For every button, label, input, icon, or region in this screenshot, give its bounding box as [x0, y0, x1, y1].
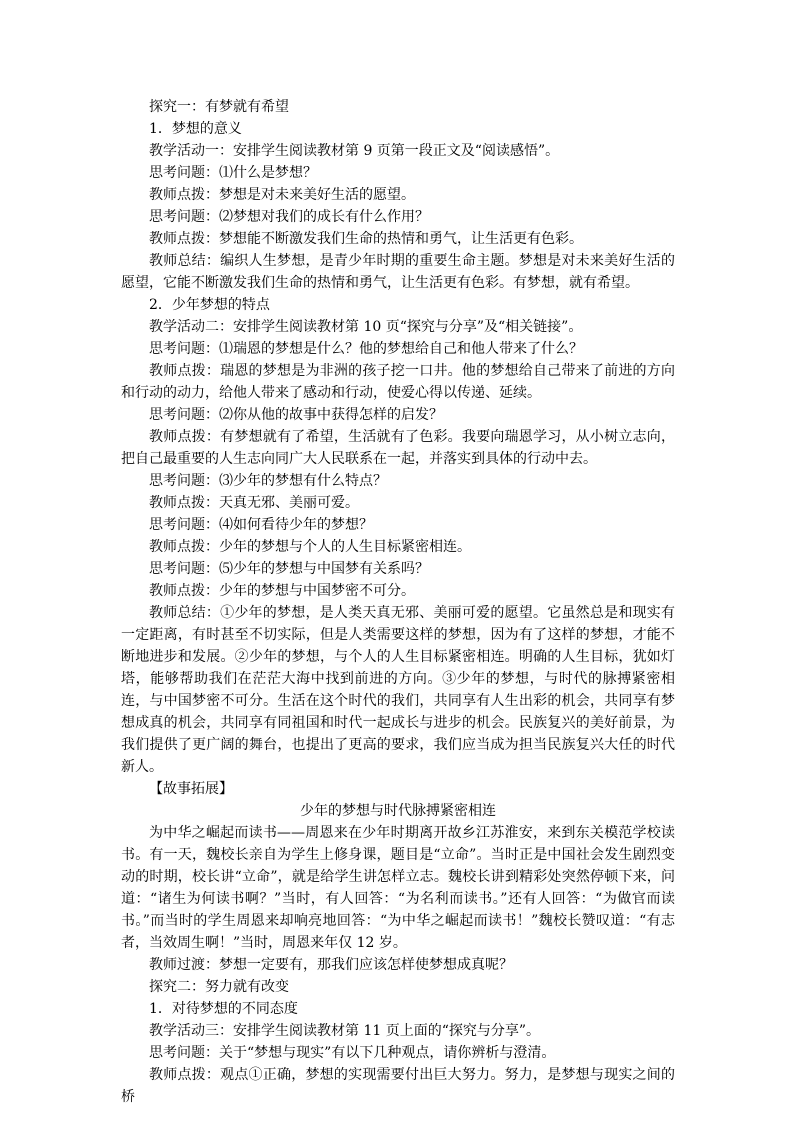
paragraph: 思考问题：⑵你从他的故事中获得怎样的启发？ — [149, 407, 443, 423]
paragraph: 思考问题：关于“梦想与现实”有以下几种观点，请你辨析与澄清。 — [149, 1045, 556, 1061]
paragraph: 教师点拨：少年的梦想与个人的人生目标紧密相连。 — [149, 539, 471, 555]
paragraph: 思考问题：⑷如何看待少年的梦想？ — [149, 517, 373, 533]
subsection-heading: 1．梦想的意义 — [149, 121, 242, 137]
paragraph: 教学活动一：安排学生阅读教材第 9 页第一段正文及“阅读感悟”。 — [149, 143, 560, 159]
paragraph: 思考问题：⑶少年的梦想有什么特点？ — [149, 473, 387, 489]
story-heading: 【故事拓展】 — [149, 781, 233, 797]
paragraph: 教师总结：①少年的梦想，是人类天真无邪、美丽可爱的愿望。它虽然总是和现实有一定距离，有时甚至不切实际，但是人类需要这样的梦想，因为有了这样的梦想，才能不断地进步和发展。②少年的梦想，与个人的人生目标紧密相连。明确的人生目标，犹如灯塔，能够帮助我们在茫茫大海中找到前进的方向。③少年的梦想，与时代的脉搏紧密相连，与中国梦密不可分。生活在这个时代的我们，共同享有人生出彩的机会，共同享有梦想成真的机会，共同享有同祖国和时代一起成长与进步的机会。民族复兴的美好前景，为我们提供了更广阔的舞台，也提出了更高的要求，我们应当成为担当民族复兴大任的时代新人。 — [121, 605, 675, 775]
section-heading: 探究一：有梦就有希望 — [149, 99, 289, 115]
paragraph: 教学活动二：安排学生阅读教材第 10 页“探究与分享”及“相关链接”。 — [149, 319, 583, 335]
paragraph: 教师点拨：梦想能不断激发我们生命的热情和勇气，让生活更有色彩。 — [149, 231, 583, 247]
paragraph: 思考问题：⑴什么是梦想？ — [149, 165, 317, 181]
paragraph: 教学活动三：安排学生阅读教材第 11 页上面的“探究与分享”。 — [149, 1023, 541, 1039]
story-paragraph: 为中华之崛起而读书——周恩来在少年时期离开故乡江苏淮安，来到东关模范学校读书。有一天，魏校长亲自为学生上修身课，题目是“立命”。当时正是中国社会发生剧烈变动的时期，校长讲“立命”，就是给学生讲怎样立志。魏校长讲到精彩处突然停顿下来，问道：“诸生为何读书啊？”当时，有人回答：“为名利而读书。”还有人回答：“为做官而读书。”而当时的学生周恩来却响亮地回答：“为中华之崛起而读书！”魏校长赞叹道：“有志者，当效周生啊！”当时，周恩来年仅 12 岁。 — [121, 825, 675, 951]
paragraph: 教师过渡：梦想一定要有，那我们应该怎样使梦想成真呢？ — [149, 957, 513, 973]
paragraph: 思考问题：⑴瑞恩的梦想是什么？他的梦想给自己和他人带来了什么？ — [149, 341, 583, 357]
paragraph: 教师点拨：观点①正确，梦想的实现需要付出巨大努力。努力，是梦想与现实之间的桥 — [121, 1067, 675, 1105]
paragraph: 教师点拨：有梦想就有了希望，生活就有了色彩。我要向瑞恩学习，从小树立志向，把自己最重要的人生志向同广大人民联系在一起，并落实到具体的行动中去。 — [121, 429, 675, 467]
paragraph: 教师点拨：瑞恩的梦想是为非洲的孩子挖一口井。他的梦想给自己带来了前进的方向和行动的动力，给他人带来了感动和行动，使爱心得以传递、延续。 — [121, 363, 675, 401]
document-body — [121, 96, 675, 1108]
paragraph: 思考问题：⑵梦想对我们的成长有什么作用？ — [149, 209, 429, 225]
story-title: 少年的梦想与时代脉搏紧密相连 — [300, 803, 496, 819]
paragraph: 教师点拨：少年的梦想与中国梦密不可分。 — [149, 583, 415, 599]
paragraph: 思考问题：⑸少年的梦想与中国梦有关系吗？ — [149, 561, 429, 577]
subsection-heading: 1．对待梦想的不同态度 — [149, 1001, 298, 1017]
paragraph: 教师总结：编织人生梦想，是青少年时期的重要生命主题。梦想是对未来美好生活的愿望，它能不断激发我们生命的热情和勇气，让生活更有色彩。有梦想，就有希望。 — [121, 253, 675, 291]
paragraph: 教师点拨：梦想是对未来美好生活的愿望。 — [149, 187, 415, 203]
paragraph: 教师点拨：天真无邪、美丽可爱。 — [149, 495, 359, 511]
subsection-heading: 2．少年梦想的特点 — [149, 297, 270, 313]
section-heading: 探究二：努力就有改变 — [149, 979, 289, 995]
